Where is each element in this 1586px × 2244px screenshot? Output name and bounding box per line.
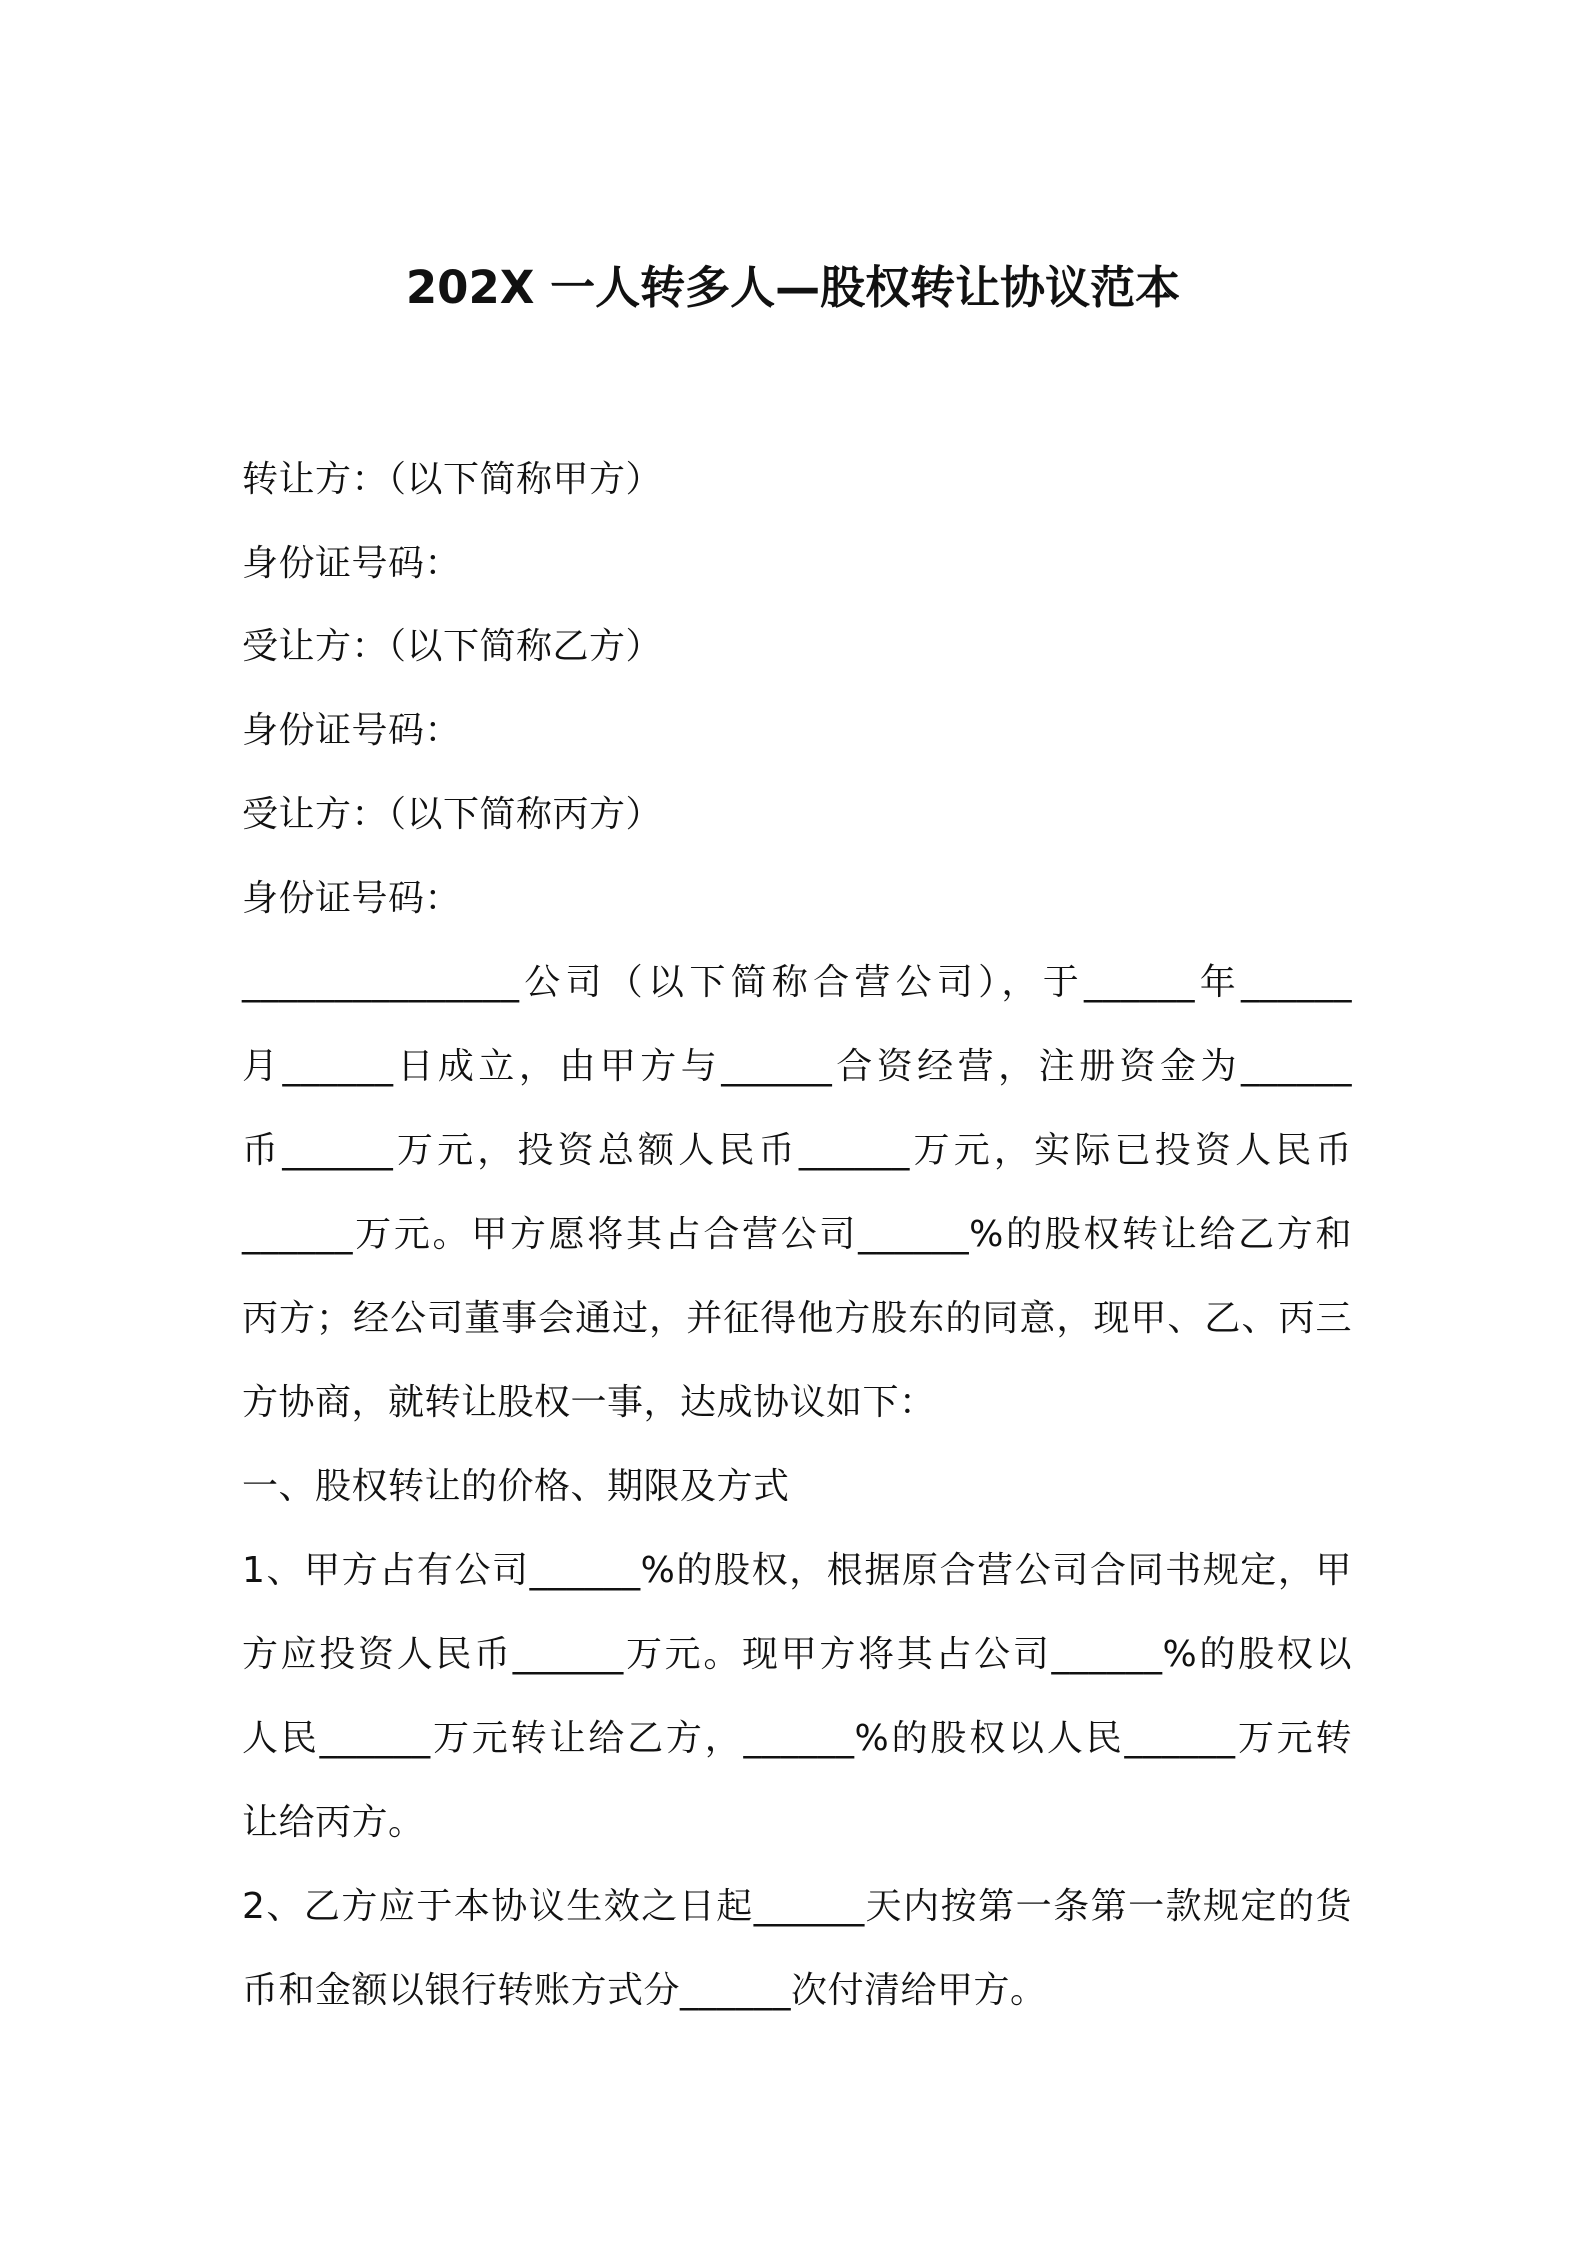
transferee-b-line: 受让方：（以下简称乙方） <box>242 626 663 667</box>
clause-2-line: 2、乙方应于本协议生效之日起______天内按第一条第一款规定的货 <box>242 1886 1352 1927</box>
transferor-line: 转让方：（以下简称甲方） <box>242 459 663 500</box>
section-heading: 一、股权转让的价格、期限及方式 <box>242 1466 790 1507</box>
clause-1-line: 人民______万元转让给乙方，______%的股权以人民______万元转 <box>242 1718 1352 1759</box>
transferee-b-id-line: 身份证号码： <box>242 710 462 751</box>
document-title: 202X 一人转多人—股权转让协议范本 <box>405 261 1181 314</box>
clause-1-line: 方应投资人民币______万元。现甲方将其占公司______%的股权以 <box>242 1634 1352 1675</box>
clause-2-line: 币和金额以银行转账方式分______次付清给甲方。 <box>242 1970 1047 2011</box>
preamble-line: 月______日成立，由甲方与______合资经营，注册资金为______ <box>242 1046 1352 1087</box>
preamble-line: 丙方；经公司董事会通过，并征得他方股东的同意，现甲、乙、丙三 <box>242 1298 1352 1339</box>
preamble-line: 方协商，就转让股权一事，达成协议如下： <box>242 1382 936 1423</box>
preamble-line: _______________公司（以下简称合营公司），于______年______ <box>242 962 1352 1003</box>
clause-1-line: 1、甲方占有公司______%的股权，根据原合营公司合同书规定，甲 <box>242 1550 1352 1591</box>
clause-1-line: 让给丙方。 <box>242 1802 425 1843</box>
preamble-line: ______万元。甲方愿将其占合营公司______%的股权转让给乙方和 <box>242 1214 1352 1255</box>
transferee-c-id-line: 身份证号码： <box>242 878 462 919</box>
transferee-c-line: 受让方：（以下简称丙方） <box>242 794 663 835</box>
transferor-id-line: 身份证号码： <box>242 543 462 584</box>
preamble-line: 币______万元，投资总额人民币______万元，实际已投资人民币 <box>242 1130 1352 1171</box>
